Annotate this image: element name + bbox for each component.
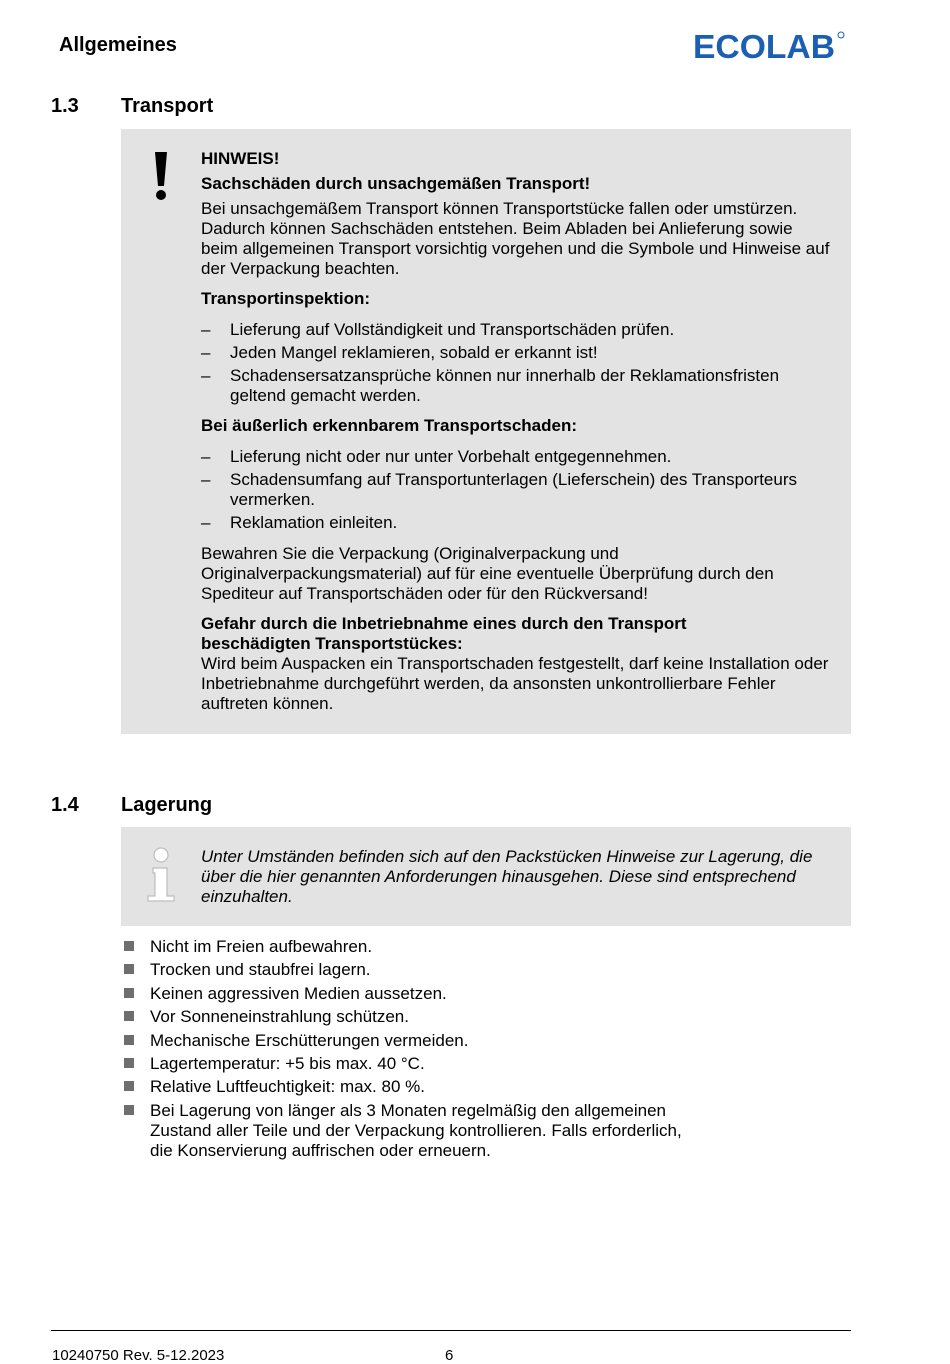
- square-bullet-icon: [124, 1011, 134, 1021]
- section-title: Lagerung: [121, 794, 213, 816]
- notice-headline: Sachschäden durch unsachgemäßen Transport!: [201, 174, 591, 193]
- list-item: Vor Sonneneinstrahlung schützen.: [123, 1007, 843, 1027]
- square-bullet-icon: [124, 1058, 134, 1068]
- footer-divider: [51, 1330, 851, 1331]
- ecolab-logo: [693, 28, 845, 64]
- damage-list: [201, 447, 831, 536]
- list-item: – Lieferung auf Vollständigkeit und Transportschäden prüfen.: [201, 320, 675, 339]
- section-number: 1.3: [51, 95, 79, 117]
- page-header-title: Allgemeines: [59, 34, 177, 56]
- square-bullet-icon: [124, 1081, 134, 1091]
- square-bullet-icon: [124, 988, 134, 998]
- list-item: Bei Lagerung von länger als 3 Monaten regelmäßig den allgemeinen Zustand aller Teile und der Verpackung kontrollieren. Falls erforderlich, die Konservierung auffrischen oder erneuern.: [123, 1101, 695, 1161]
- square-bullet-icon: [124, 1105, 134, 1115]
- square-bullet-icon: [124, 964, 134, 974]
- list-item: – Schadensersatzansprüche können nur innerhalb der Reklamationsfristen geltend gemacht werden.: [201, 366, 780, 405]
- section-title: Transport: [121, 95, 214, 117]
- info-icon: [146, 846, 176, 902]
- danger-text: Wird beim Auspacken ein Transportschaden festgestellt, darf keine Installation oder Inbetriebnahme durchgeführt werden, da ansonsten unkontrollierbare Fehler auftreten können.: [201, 654, 829, 713]
- damage-heading: Bei äußerlich erkennbarem Transportschaden:: [201, 416, 578, 435]
- square-bullet-icon: [124, 1035, 134, 1045]
- info-text: Unter Umständen befinden sich auf den Packstücken Hinweise zur Lagerung, die über die hier genannten Anforderungen hinausgehen. Diese sind entsprechend einzuhalten.: [201, 847, 813, 906]
- page-number: 6: [445, 1347, 454, 1364]
- storage-list: [123, 937, 843, 1164]
- list-item: Trocken und staubfrei lagern.: [123, 960, 843, 980]
- document-reference: 10240750 Rev. 5-12.2023: [52, 1347, 225, 1364]
- list-item: – Jeden Mangel reklamieren, sobald er erkannt ist!: [201, 343, 598, 362]
- danger-heading: Gefahr durch die Inbetriebnahme eines durch den Transport beschädigten Transportstückes:: [201, 614, 687, 653]
- inspection-heading: Transportinspektion:: [201, 289, 371, 308]
- notice-label: HINWEIS!: [201, 149, 280, 168]
- list-item: – Lieferung nicht oder nur unter Vorbehalt entgegennehmen.: [201, 447, 672, 466]
- exclamation-icon: [150, 150, 172, 202]
- list-item: – Schadensumfang auf Transportunterlagen (Lieferschein) des Transporteurs vermerken.: [201, 470, 797, 509]
- section-number: 1.4: [51, 794, 79, 816]
- list-item: Lagertemperatur: +5 bis max. 40 °C.: [123, 1054, 843, 1074]
- logo-text: ECOLAB: [693, 28, 835, 64]
- keep-packaging-text: Bewahren Sie die Verpackung (Originalverpackung und Originalverpackungsmaterial) auf für eine eventuelle Überprüfung durch den Spediteur auf Transportschäden oder für den Rückversand!: [201, 544, 774, 603]
- list-item: – Reklamation einleiten.: [201, 513, 398, 532]
- inspection-list: [201, 320, 831, 409]
- list-item: Nicht im Freien aufbewahren.: [123, 937, 843, 957]
- list-item: Relative Luftfeuchtigkeit: max. 80 %.: [123, 1077, 843, 1097]
- list-item: Mechanische Erschütterungen vermeiden.: [123, 1031, 843, 1051]
- notice-paragraph: Bei unsachgemäßem Transport können Transportstücke fallen oder umstürzen. Dadurch können Sachschäden entstehen. Beim Abladen bei Anlieferung sowie beim allgemeinen Transport vorsichtig vorgehen und die Symbole und Hinweise auf der Verpackung beachten.: [201, 199, 830, 278]
- square-bullet-icon: [124, 941, 134, 951]
- list-item: Keinen aggressiven Medien aussetzen.: [123, 984, 843, 1004]
